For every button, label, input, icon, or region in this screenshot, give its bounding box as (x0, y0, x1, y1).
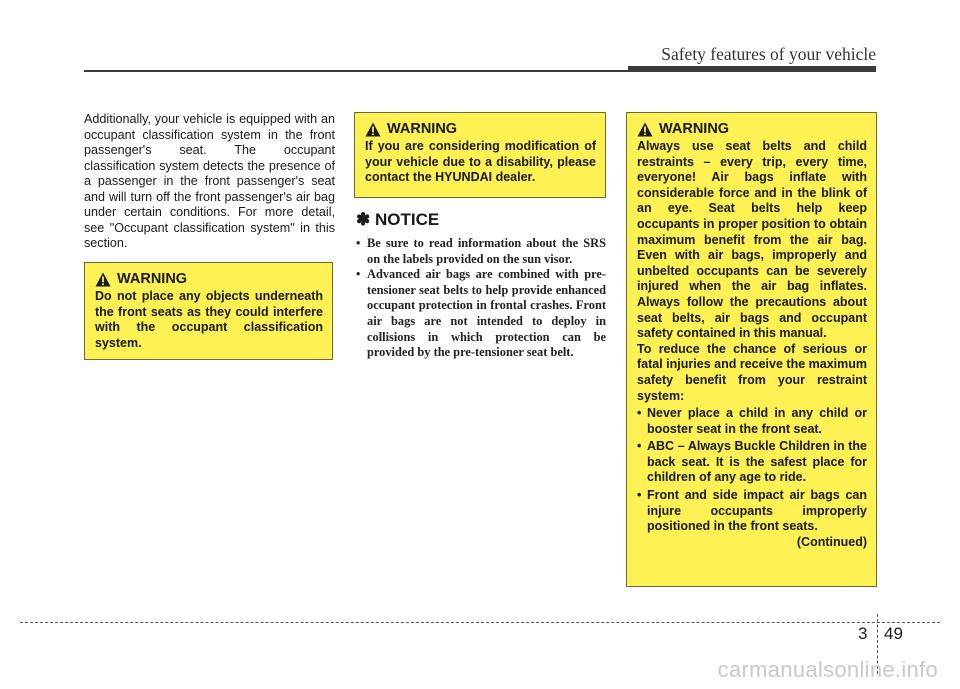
footer-rule (20, 622, 940, 623)
notice-item (356, 236, 606, 267)
section-header-title: Safety features of your vehicle (661, 44, 876, 64)
warning-paragraph: To reduce the chance of serious or fatal injuries and receive the maximum safety benefit from your restraint system: (637, 341, 867, 403)
warning-box-objects (84, 262, 333, 360)
warning-text (637, 139, 867, 550)
bullet-icon: • (356, 236, 361, 250)
page-number: 49 (884, 624, 903, 643)
intro-paragraph: Additionally, your vehicle is equipped with an occupant classification system in the front passenger's seat. The occupant classification system detects the presence of a passenger in the front passenger's seat and will turn off the front passenger's air bag under certain conditions. For more detail, see "Occupant classification system" in this section. (84, 112, 335, 250)
warning-header (95, 271, 323, 287)
notice-item-text: Advanced air bags are combined with pre-tensioner seat belts to help provide enhanced occupant protection in frontal crashes. Front air bags are not intended to deploy in collisions in which protection can be provided by the pre-tensioner seat belt. (367, 267, 606, 360)
warning-text: Do not place any objects underneath the front seats as they could interfere with the occupant classification system. (95, 289, 323, 350)
warning-bullet-text: ABC – Always Buckle Children in the back seat. It is the safest place for children of any age to ride. (647, 439, 867, 485)
bullet-icon: • (637, 439, 642, 454)
warning-bullet (637, 439, 867, 486)
warning-box-modification (354, 112, 606, 198)
bullet-icon: • (637, 406, 642, 421)
warning-title: WARNING (117, 271, 188, 287)
notice-item (356, 267, 606, 361)
bullet-icon: • (637, 488, 642, 503)
notice-list (356, 236, 606, 361)
notice-item-text: Be sure to read information about the SRS on the labels provided on the sun visor. (367, 236, 606, 266)
notice-title: ✽ NOTICE (356, 210, 440, 229)
warning-paragraph: Always use seat belts and child restraints – every trip, every time, everyone! Air bags inflate with considerable force and in the blink of an eye. Seat belts help keep occupants in proper position to obtain maximum benefit from the air bag. Even with air bags, improperly and unbelted occupants can be severely injured when the air bag inflates. Always follow the precautions about seat belts, air bags and occupant safety contained in this manual. (637, 139, 867, 341)
warning-title: WARNING (387, 121, 458, 137)
warning-bullet (637, 406, 867, 437)
chapter-number: 3 (858, 624, 868, 643)
watermark: carmanualsonline.info (717, 657, 938, 682)
warning-triangle-icon (637, 122, 653, 137)
warning-bullet-text: Front and side impact air bags can injure occupants improperly positioned in the front seats. (647, 488, 867, 534)
bullet-icon: • (356, 267, 361, 282)
warning-box-seat-belts (626, 112, 877, 587)
warning-triangle-icon (365, 122, 381, 137)
warning-bullet (637, 488, 867, 535)
warning-text: If you are considering modification of your vehicle due to a disability, please contact the HYUNDAI dealer. (365, 139, 596, 185)
continued-label: (Continued) (796, 534, 867, 549)
warning-header (365, 121, 596, 137)
header-rule (84, 70, 876, 72)
warning-title: WARNING (659, 121, 730, 137)
warning-triangle-icon (95, 272, 111, 287)
warning-header (637, 121, 867, 137)
warning-bullet-text: Never place a child in any child or booster seat in the front seat. (647, 406, 867, 436)
